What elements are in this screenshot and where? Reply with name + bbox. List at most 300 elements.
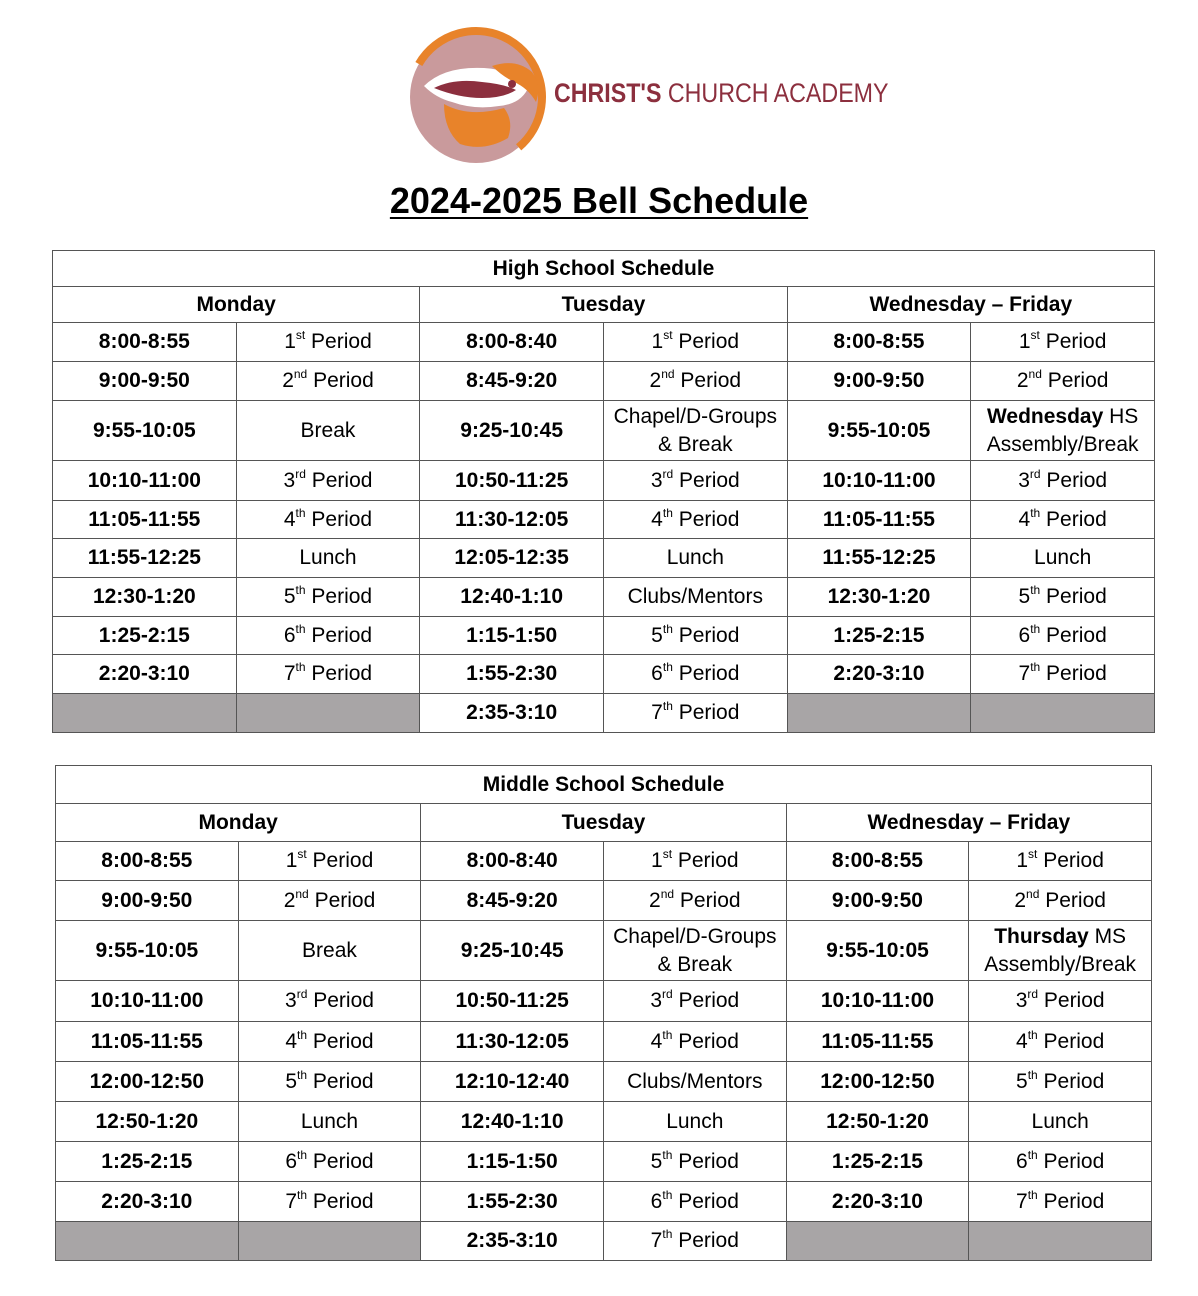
time-cell [787, 461, 971, 501]
activity-label: 6 [1018, 623, 1031, 647]
activity-label: 5 [283, 585, 296, 608]
activity-suffix: Period [1040, 585, 1107, 608]
activity-cell [238, 1142, 421, 1182]
ordinal-suffix: th [295, 583, 306, 597]
time-cell [56, 1022, 239, 1062]
activity-suffix: Period [307, 1029, 374, 1053]
activity-label: Clubs/Mentors [627, 1069, 763, 1093]
time-cell [56, 921, 239, 981]
activity-cell [603, 1022, 786, 1062]
ordinal-suffix: th [1027, 1027, 1038, 1042]
activity-cell [603, 1222, 786, 1261]
activity-label: 6 [1016, 1149, 1028, 1173]
activity-cell [238, 981, 421, 1022]
time-range: 2:35-3:10 [466, 701, 558, 724]
activity-label: Clubs/Mentors [627, 585, 763, 608]
time-cell [53, 578, 237, 617]
activity-label: 1 [284, 330, 296, 353]
activity-cell [238, 921, 421, 981]
activity-label: 5 [651, 623, 663, 647]
activity-cell [603, 578, 787, 617]
activity-cell [236, 617, 420, 655]
activity-suffix: Period [307, 989, 374, 1012]
activity-suffix: Period [1038, 989, 1105, 1012]
ordinal-suffix: rd [662, 987, 673, 1001]
time-cell [787, 501, 971, 539]
activity-cell [236, 578, 420, 617]
ordinal-suffix: st [295, 328, 306, 342]
table-row [53, 501, 1155, 539]
table-row [53, 539, 1155, 578]
ordinal-suffix: th [297, 1067, 308, 1082]
ordinal-suffix: st [297, 847, 307, 861]
time-range: 10:10-11:00 [90, 989, 204, 1012]
activity-suffix: Period [1040, 623, 1107, 647]
activity-label: 5 [285, 1069, 298, 1093]
time-cell [53, 617, 237, 655]
time-cell [56, 1062, 239, 1102]
time-range: 8:00-8:40 [466, 849, 558, 872]
activity-label: 7 [1016, 1189, 1028, 1213]
activity-cell [971, 401, 1155, 461]
time-cell [53, 501, 237, 539]
ordinal-suffix: st [662, 847, 673, 861]
activity-label: 2 [282, 369, 294, 392]
time-cell [53, 323, 237, 362]
activity-suffix: HS Assembly/Break [986, 404, 1139, 456]
activity-cell [603, 881, 786, 921]
activity-cell [603, 362, 787, 401]
table-row [56, 1062, 1152, 1102]
time-range: 12:50-1:20 [826, 1109, 929, 1133]
table-row [56, 881, 1152, 921]
activity-label: 4 [1016, 1029, 1028, 1053]
activity-cell [236, 655, 420, 694]
time-cell [787, 617, 971, 655]
activity-cell [236, 362, 420, 401]
time-cell [786, 1062, 969, 1102]
activity-label: Thursday [994, 924, 1089, 948]
table-row [53, 323, 1155, 362]
ordinal-suffix: th [662, 1147, 673, 1162]
activity-label: 2 [649, 369, 662, 392]
ordinal-suffix: th [662, 699, 673, 713]
activity-label: Chapel/D-Groups & Break [613, 924, 777, 976]
time-range: 12:30-1:20 [92, 585, 196, 608]
activity-suffix: Period [305, 585, 373, 608]
ordinal-suffix: nd [295, 886, 309, 901]
time-range: 11:05-11:55 [822, 507, 935, 531]
activity-label: 5 [650, 1149, 663, 1173]
activity-cell [971, 655, 1155, 694]
ordinal-suffix: th [1030, 621, 1041, 636]
activity-suffix: Period [672, 1229, 739, 1252]
activity-suffix: MS Assembly/Break [984, 924, 1136, 976]
time-range: 12:10-12:40 [454, 1069, 570, 1093]
time-cell [787, 401, 971, 461]
activity-cell [971, 539, 1155, 578]
table-row [56, 1022, 1152, 1062]
time-range: 10:50-11:25 [455, 468, 569, 492]
eagle-emblem-icon [404, 26, 554, 168]
activity-suffix: Period [1037, 1189, 1105, 1213]
activity-label: Lunch [1034, 546, 1092, 569]
empty-cell [971, 694, 1155, 733]
activity-cell [603, 1182, 786, 1222]
time-cell [53, 401, 237, 461]
time-cell [786, 1142, 969, 1182]
ordinal-suffix: th [297, 1187, 308, 1202]
activity-suffix: Period [305, 662, 373, 685]
activity-label: 4 [283, 507, 296, 531]
ordinal-suffix: nd [293, 367, 308, 381]
time-range: 12:05-12:35 [454, 546, 569, 569]
activity-cell [969, 981, 1152, 1022]
ordinal-suffix: rd [295, 466, 306, 481]
time-range: 11:55-12:25 [822, 546, 936, 569]
ordinal-suffix: st [1028, 847, 1038, 861]
time-range: 12:30-1:20 [827, 585, 931, 608]
activity-cell [603, 981, 786, 1022]
activity-label: 7 [650, 1229, 663, 1252]
activity-cell [238, 1182, 421, 1222]
time-range: 9:55-10:05 [95, 938, 199, 962]
ordinal-suffix: th [662, 1027, 673, 1042]
activity-label: 3 [285, 989, 297, 1012]
activity-label: Lunch [299, 546, 357, 569]
time-range: 9:55-10:05 [826, 938, 929, 962]
time-range: 1:15-1:50 [466, 1149, 558, 1173]
time-cell [420, 617, 604, 655]
ordinal-suffix: th [1030, 660, 1041, 674]
time-cell [787, 655, 971, 694]
activity-cell [238, 842, 421, 881]
table-title: High School Schedule [53, 251, 1155, 287]
time-range: 12:50-1:20 [95, 1109, 199, 1133]
activity-suffix: Period [674, 888, 741, 912]
time-range: 8:00-8:55 [831, 849, 923, 872]
time-range: 8:45-9:20 [466, 888, 558, 912]
activity-cell [971, 323, 1155, 362]
time-range: 2:20-3:10 [98, 662, 190, 685]
activity-cell [603, 921, 786, 981]
time-cell [787, 362, 971, 401]
time-cell [786, 921, 969, 981]
table-row [53, 362, 1155, 401]
time-range: 11:05-11:55 [821, 1029, 934, 1053]
activity-suffix: Period [672, 701, 740, 724]
activity-cell [603, 694, 787, 733]
time-cell [786, 881, 969, 921]
activity-cell [969, 921, 1152, 981]
time-cell [53, 362, 237, 401]
activity-suffix: Period [308, 888, 376, 912]
time-cell [786, 981, 969, 1022]
ordinal-suffix: th [662, 660, 673, 674]
activity-cell [969, 1102, 1152, 1142]
activity-cell [971, 362, 1155, 401]
time-cell [420, 539, 604, 578]
time-range: 9:00-9:50 [101, 888, 193, 912]
time-cell [56, 1102, 239, 1142]
activity-suffix: Period [305, 623, 373, 647]
ordinal-suffix: th [297, 1147, 308, 1162]
time-range: 9:25-10:45 [460, 418, 563, 442]
activity-label: 1 [1018, 330, 1031, 353]
activity-cell [603, 617, 787, 655]
time-range: 10:10-11:00 [822, 468, 936, 492]
ordinal-suffix: th [295, 505, 306, 520]
ordinal-suffix: th [1027, 1187, 1038, 1202]
activity-suffix: Period [306, 849, 374, 872]
activity-suffix: Period [672, 1029, 739, 1053]
ordinal-suffix: th [1027, 1147, 1038, 1162]
activity-cell [603, 842, 786, 881]
activity-label: 1 [651, 849, 663, 872]
time-cell [420, 362, 604, 401]
activity-label: Chapel/D-Groups & Break [613, 404, 777, 456]
logo-wordmark: CHRIST'S CHURCH ACADEMY [554, 78, 889, 108]
activity-suffix: Period [307, 1189, 374, 1213]
table-row [53, 655, 1155, 694]
time-cell [787, 539, 971, 578]
activity-label: Lunch [666, 1109, 724, 1133]
time-cell [420, 501, 604, 539]
time-cell [420, 461, 604, 501]
activity-suffix: Period [1039, 330, 1107, 353]
activity-label: 1 [285, 849, 298, 872]
time-range: 1:55-2:30 [466, 662, 558, 685]
activity-suffix: Period [672, 330, 740, 353]
activity-label: 3 [650, 468, 663, 492]
activity-cell [971, 578, 1155, 617]
time-cell [421, 1022, 604, 1062]
activity-cell [603, 1142, 786, 1182]
activity-suffix: Period [1037, 849, 1104, 872]
page-title: 2024-2025 Bell Schedule [389, 180, 809, 221]
activity-label: 2 [283, 888, 296, 912]
time-cell [786, 1102, 969, 1142]
activity-cell [603, 501, 787, 539]
time-cell [56, 1182, 239, 1222]
ordinal-suffix: th [662, 1187, 673, 1202]
time-range: 12:40-1:10 [460, 585, 563, 608]
table-title: Middle School Schedule [56, 766, 1152, 804]
activity-cell [236, 461, 420, 501]
time-range: 9:00-9:50 [831, 888, 923, 912]
activity-cell [238, 1022, 421, 1062]
ordinal-suffix: th [297, 1027, 308, 1042]
time-range: 2:20-3:10 [833, 662, 925, 685]
ordinal-suffix: rd [1029, 466, 1041, 481]
ordinal-suffix: th [662, 621, 673, 636]
activity-cell [969, 1062, 1152, 1102]
ordinal-suffix: st [663, 328, 673, 342]
activity-label: 2 [1014, 888, 1027, 912]
time-range: 12:00-12:50 [820, 1069, 935, 1093]
activity-suffix: Period [305, 468, 373, 492]
table-row [53, 461, 1155, 501]
activity-label: Lunch [300, 1109, 359, 1133]
table-row [56, 1182, 1152, 1222]
activity-cell [603, 1062, 786, 1102]
table-title-row [53, 251, 1155, 287]
activity-cell [603, 539, 787, 578]
day-header-row [53, 287, 1155, 323]
activity-cell [971, 501, 1155, 539]
activity-cell [603, 1102, 786, 1142]
activity-cell [236, 539, 420, 578]
time-range: 8:00-8:55 [98, 330, 190, 353]
activity-label: 6 [651, 662, 663, 685]
activity-cell [969, 1142, 1152, 1182]
activity-suffix: Period [672, 662, 740, 685]
activity-cell [603, 655, 787, 694]
time-cell [420, 323, 604, 362]
time-range: 11:55-12:25 [87, 546, 201, 569]
time-cell [420, 578, 604, 617]
time-range: 2:35-3:10 [466, 1229, 558, 1252]
ordinal-suffix: rd [1027, 987, 1039, 1001]
time-cell [421, 1182, 604, 1222]
activity-suffix: Period [1037, 1029, 1105, 1053]
activity-suffix: Period [1037, 1149, 1105, 1173]
day-header: Wednesday – Friday [786, 804, 1151, 842]
activity-cell [238, 881, 421, 921]
activity-label: 7 [285, 1189, 298, 1213]
time-range: 1:25-2:15 [101, 1149, 193, 1173]
time-cell [56, 881, 239, 921]
time-range: 1:55-2:30 [466, 1189, 558, 1213]
activity-suffix: Period [672, 623, 740, 647]
time-range: 11:05-11:55 [90, 1029, 203, 1053]
activity-suffix: Period [305, 507, 373, 531]
time-range: 11:05-11:55 [88, 507, 201, 531]
activity-suffix: Period [1041, 369, 1109, 392]
activity-label: Break [300, 418, 356, 442]
table-title-row [56, 766, 1152, 804]
activity-cell [969, 842, 1152, 881]
activity-label: 4 [285, 1029, 298, 1053]
school-logo [404, 26, 889, 168]
time-cell [421, 881, 604, 921]
activity-label: 7 [283, 662, 296, 685]
ordinal-suffix: th [662, 1227, 673, 1241]
time-cell [786, 842, 969, 881]
empty-cell [238, 1222, 421, 1261]
activity-suffix: Period [1040, 507, 1107, 531]
activity-suffix: Period [307, 1149, 374, 1173]
activity-cell [236, 323, 420, 362]
activity-cell [971, 461, 1155, 501]
activity-suffix: Period [672, 1149, 739, 1173]
activity-cell [969, 881, 1152, 921]
time-range: 1:25-2:15 [833, 623, 925, 647]
activity-label: 4 [650, 1029, 663, 1053]
time-range: 9:25-10:45 [460, 938, 564, 962]
activity-label: 1 [1016, 849, 1029, 872]
time-cell [421, 921, 604, 981]
time-range: 8:00-8:40 [466, 330, 558, 353]
activity-cell [971, 617, 1155, 655]
activity-suffix: Period [672, 507, 740, 531]
time-cell [787, 578, 971, 617]
time-range: 1:25-2:15 [98, 623, 190, 647]
ordinal-suffix: rd [662, 466, 674, 481]
table-row [53, 401, 1155, 461]
time-range: 10:10-11:00 [87, 468, 201, 492]
ordinal-suffix: st [1030, 328, 1040, 342]
time-range: 10:50-11:25 [455, 989, 569, 1012]
activity-cell [969, 1182, 1152, 1222]
time-range: 10:10-11:00 [820, 989, 935, 1012]
activity-label: 2 [649, 888, 661, 912]
activity-cell [236, 401, 420, 461]
time-cell [421, 1222, 604, 1261]
high-school-schedule-table [52, 250, 1155, 733]
activity-suffix: Period [307, 1069, 374, 1093]
activity-label: 3 [1015, 989, 1028, 1012]
activity-label: 7 [651, 701, 663, 724]
day-header: Monday [53, 287, 420, 323]
time-range: 9:55-10:05 [827, 418, 931, 442]
activity-suffix: Period [672, 849, 739, 872]
activity-label: 6 [650, 1189, 663, 1213]
activity-cell [238, 1062, 421, 1102]
time-range: 1:25-2:15 [831, 1149, 923, 1173]
activity-suffix: Period [305, 330, 372, 353]
table-row [56, 1222, 1152, 1261]
table-row [53, 694, 1155, 733]
activity-label: 3 [650, 989, 663, 1012]
activity-label: 4 [1018, 507, 1031, 531]
activity-suffix: Period [1040, 468, 1108, 492]
time-cell [786, 1182, 969, 1222]
table-row [56, 1142, 1152, 1182]
time-cell [53, 655, 237, 694]
time-cell [56, 842, 239, 881]
time-range: 1:15-1:50 [466, 623, 558, 647]
activity-cell [603, 323, 787, 362]
activity-suffix: Period [674, 369, 742, 392]
day-header: Tuesday [420, 287, 787, 323]
time-cell [421, 981, 604, 1022]
time-cell [421, 1102, 604, 1142]
ordinal-suffix: nd [660, 886, 675, 901]
time-range: 9:00-9:50 [98, 369, 190, 392]
day-header-row [56, 804, 1152, 842]
time-range: 2:20-3:10 [101, 1189, 193, 1213]
time-range: 2:20-3:10 [831, 1189, 923, 1213]
empty-cell [969, 1222, 1152, 1261]
ordinal-suffix: nd [1026, 886, 1040, 901]
activity-label: 5 [1016, 1069, 1028, 1093]
ordinal-suffix: rd [296, 987, 308, 1001]
empty-cell [56, 1222, 239, 1261]
time-range: 8:00-8:55 [101, 849, 193, 872]
activity-label: Break [302, 938, 357, 962]
activity-label: 3 [283, 468, 296, 492]
time-cell [56, 981, 239, 1022]
activity-label: Wednesday [986, 404, 1104, 428]
time-range: 12:40-1:10 [460, 1109, 564, 1133]
time-cell [53, 539, 237, 578]
activity-cell [603, 461, 787, 501]
time-range: 9:00-9:50 [833, 369, 925, 392]
activity-suffix: Period [673, 468, 740, 492]
ordinal-suffix: th [1027, 1067, 1038, 1082]
time-cell [420, 401, 604, 461]
